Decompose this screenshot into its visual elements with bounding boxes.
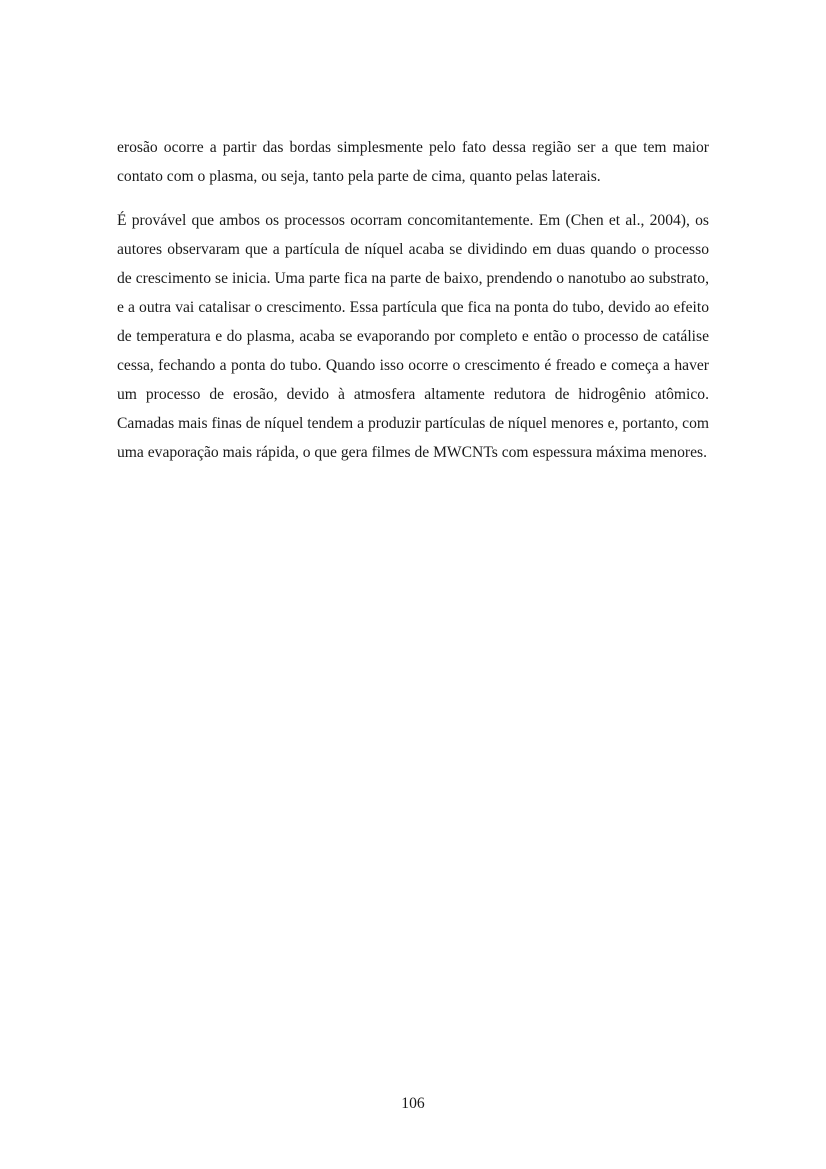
page-number: 106 bbox=[401, 1095, 425, 1112]
body-text bbox=[117, 133, 709, 467]
paragraph-concurrent-processes: É provável que ambos os processos ocorram concomitantemente. Em (Chen et al., 2004), os autores observaram que a partícula de níquel acaba se dividindo em duas quando o processo de crescimento se inicia. Uma parte fica na parte de baixo, prendendo o nanotubo ao substrato, e a outra vai catalisar o crescimento. Essa partícula que fica na ponta do tubo, devido ao efeito de temperatura e do plasma, acaba se evaporando por completo e então o processo de catálise cessa, fechando a ponta do tubo. Quando isso ocorre o crescimento é freado e começa a haver um processo de erosão, devido à atmosfera altamente redutora de hidrogênio atômico. Camadas mais finas de níquel tendem a produzir partículas de níquel menores e, portanto, com uma evaporação mais rápida, o que gera filmes de MWCNTs com espessura máxima menores. bbox=[117, 212, 709, 461]
paragraph-erosion-continuation: erosão ocorre a partir das bordas simplesmente pelo fato dessa região ser a que tem maior contato com o plasma, ou seja, tanto pela parte de cima, quanto pelas laterais. bbox=[117, 139, 709, 185]
